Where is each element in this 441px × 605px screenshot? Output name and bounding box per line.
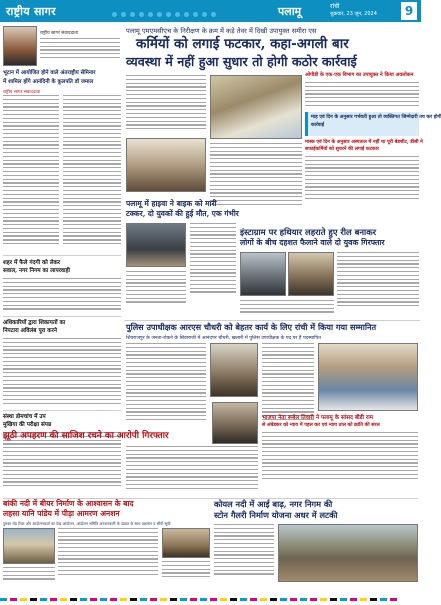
registration-swatch [380, 598, 387, 601]
left-story4-headline-line2: मुखिया की परीक्षा संपन्न [3, 422, 52, 428]
left-story2-body [3, 278, 121, 314]
right-highlight-line2: कार्रवाई [311, 122, 325, 128]
weapon-reel-headline-line2: लोगों के बीच दहशत फैलाने वाले दो युवक गिरफ्तार [240, 238, 385, 247]
left-story4-headline-line1: संस्था डोमचांच में उप [3, 414, 46, 420]
koyal-headline-line1: कोयल नदी में आई बाढ़, नगर निगम की [214, 499, 333, 509]
left-story3-body [3, 338, 121, 408]
police-officer-photo [210, 343, 258, 397]
banki-river-photo [3, 528, 55, 564]
registration-swatch [210, 598, 217, 601]
banki-body-col0 [3, 567, 55, 583]
right-sub-body [305, 156, 419, 204]
registration-swatch [220, 598, 227, 601]
right-highlight-line1: माह एवं दिन के अनुसार गर्भवती हुआ तो व्यक्तिगत जिम्मेदारी तय कर होगी [311, 114, 441, 120]
top-story-headline-line1: कर्मियों को लगाई फटकार, कहा-अगली बार [136, 36, 349, 52]
right-highlight-box [305, 112, 441, 136]
registration-swatch [250, 598, 257, 601]
left-divider-3 [3, 410, 121, 411]
police-honor-headline: पुलिस उपाधीक्षक आरएस चौधरी को बेहतर कार्य के लिए रांची में किया गया सम्मानित [126, 322, 377, 332]
road-accident-headline-line1: पलामू में हाइवा ने बाइक को मारी [126, 199, 217, 208]
left-lead-body-col1 [3, 95, 59, 255]
registration-swatch [270, 598, 277, 601]
registration-swatch [230, 598, 237, 601]
bjp-meeting-photo [318, 343, 418, 411]
bjp-headline-line2: से अंबेडकर को न्याय में पहल कर एवं न्याय ताल को क्रांति की सरल [262, 422, 380, 428]
registration-swatch [340, 598, 347, 601]
road-accident-headline-line2: टक्कर, दो युवकों की हुई मौत, एक गंभीर [126, 209, 239, 218]
left-top-kicker: राष्ट्रीय सागर संवाददाता [40, 31, 79, 36]
left-story2-headline-line2: सवाल, नगर निगम का लापरवाही [3, 268, 70, 274]
registration-swatch [390, 598, 397, 601]
weapon-reel-headline-line1: इंस्टाग्राम पर हथियार लहराते हुए रील बनाकर [240, 227, 377, 237]
author-photo [3, 26, 37, 66]
edition-city: रांची [330, 3, 340, 10]
police-honor-subhead: शिवराजपुर के जनता-रोकने के सिवाराजी में आनंदपर चौधरी, खलारी में पुलिस उपाधीक्षक के पद पर हैं पदस्थापित [126, 336, 322, 341]
weapon-accused-photo-2 [288, 252, 334, 296]
right-sub-line1: मास्क एवं दिन के अनुसार अस्पताल में नहीं था पूरी बेडशीट, डीसी ने [305, 139, 423, 145]
left-lead-headline: में शामिल होंगे आनंदिनी के कुलपति डॉ जमाल [3, 79, 94, 85]
banki-subhead: दुमका रोड़ रिवर ओर आंदोलनकर्ता का देख आंदोलन, आंदोलन समिति अनशनकारी के दंडवत के साथ प्रशासन व सौंपी सूची [3, 521, 171, 526]
registration-swatch [20, 598, 27, 601]
page-number: 9 [401, 2, 417, 20]
left-divider-1 [3, 255, 121, 256]
registration-swatch [80, 598, 87, 601]
right-sub-line2: सफाईकर्मियों को सुधरने की लगाई फटकार [305, 146, 379, 152]
banki-protest-photo [162, 528, 210, 558]
koyal-body [214, 524, 274, 582]
registration-swatch [130, 598, 137, 601]
top-story-kicker: पलामू एमएमसीएच के निरीक्षण के क्रम में कड़े तेवर में दिखी उपायुक्त समीरा एस [126, 27, 317, 35]
registration-swatch [60, 598, 67, 601]
kidnap-body [126, 446, 258, 496]
registration-swatch [0, 598, 7, 601]
koyal-flood-photo [278, 524, 418, 582]
issue-date: शुक्रवार, 23 जून, 2024 [330, 11, 377, 17]
weapon-reel-body [337, 252, 419, 316]
registration-swatch [110, 598, 117, 601]
banki-body-col1 [58, 528, 158, 582]
weapon-reel-body2 [240, 300, 334, 318]
top-story-body-col1 [126, 75, 206, 135]
registration-swatch [120, 598, 127, 601]
left-lead-byline: राष्ट्रीय सागर संवाददाता [3, 90, 41, 95]
registration-swatch [160, 598, 167, 601]
registration-swatch [260, 598, 267, 601]
registration-swatch [140, 598, 147, 601]
left-lead-kicker: भूटान में आयोजित होने वाले अंतराष्ट्रीय सेमिनार [3, 70, 96, 76]
bjp-body [262, 432, 418, 484]
registration-swatch [40, 598, 47, 601]
accident-photo [126, 223, 186, 267]
kidnap-accused-photo [212, 402, 258, 444]
left-story3-headline-line1: अधिकारियों द्वारा शिकायतों का [3, 320, 66, 326]
registration-swatch [350, 598, 357, 601]
registration-swatch [300, 598, 307, 601]
kidnap-headline: झूठी अपहरण की साजिश रचने का आरोपी गिरफ्तार [3, 431, 169, 441]
right-top-headline: ओपीडी के एक-एक विभाग का उपायुक्त ने किया अवलोकन [305, 72, 414, 78]
registration-swatch [190, 598, 197, 601]
banki-headline-line1: बांकी नदी में बीयर निर्माण के आश्वासन के बाद [3, 499, 134, 508]
edition-title: पलामू [278, 5, 302, 18]
road-accident-body [190, 223, 236, 303]
registration-swatch [170, 598, 177, 601]
mmch-inspection-photo [210, 75, 302, 139]
registration-swatch [360, 598, 367, 601]
masthead-decoration-dots [110, 2, 230, 12]
registration-swatch [370, 598, 377, 601]
registration-swatch [310, 598, 317, 601]
koyal-headline-line2: स्टोन गैलरी निर्माण योजना अधर में लटकी [214, 510, 338, 520]
road-accident-body2 [126, 271, 186, 309]
banki-body-col2 [162, 561, 210, 583]
hospital-ward-photo [126, 138, 206, 192]
left-top-intro [40, 38, 120, 66]
masthead-bar [0, 0, 421, 22]
weapon-accused-photo-1 [240, 252, 286, 296]
registration-swatch [200, 598, 207, 601]
right-top-body [305, 82, 419, 112]
left-divider-2 [3, 316, 121, 317]
registration-swatch [50, 598, 57, 601]
registration-swatch [100, 598, 107, 601]
registration-swatch [150, 598, 157, 601]
registration-swatch [240, 598, 247, 601]
registration-swatch [280, 598, 287, 601]
top-story-headline-line2: व्यवस्था में नहीं हुआ सुधार तो होगी कठोर कार्रवाई [126, 54, 357, 69]
registration-swatch [30, 598, 37, 601]
registration-swatch [330, 598, 337, 601]
left-lead-body-col2 [63, 95, 121, 255]
registration-swatch [90, 598, 97, 601]
registration-swatch [10, 598, 17, 601]
newspaper-brand: राष्ट्रीय सागर [6, 5, 56, 18]
left-story2-headline-line1: शहर में फैले गंदगी को लेकर [3, 260, 61, 266]
banki-headline-line2: लहसा यानि पांडेय में पीड़ा आमरण अनशन [3, 509, 120, 518]
registration-swatch [320, 598, 327, 601]
registration-swatch [290, 598, 297, 601]
mid-divider [124, 320, 420, 321]
left-story3-headline-line2: निपटारा अविलंब पूरा करने [3, 328, 57, 334]
registration-swatch [70, 598, 77, 601]
print-registration-strip [0, 586, 421, 595]
police-honor-body-col1 [126, 343, 206, 429]
bjp-headline-line1: भाजपा नेता रूबेल तिवारी ने पलामू के सांसद बीडी राम [262, 415, 374, 421]
registration-swatch [180, 598, 187, 601]
